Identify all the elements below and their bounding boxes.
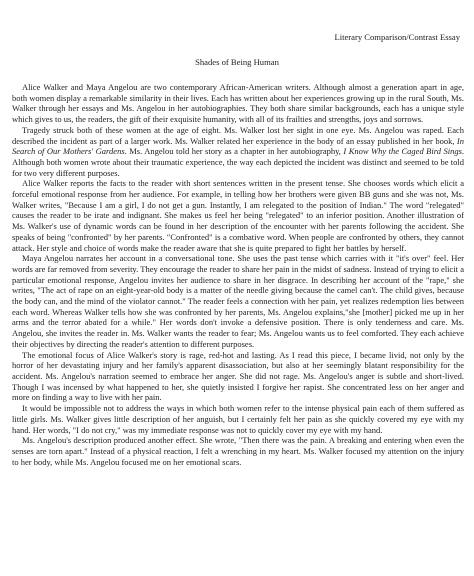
essay-paragraph bbox=[12, 125, 464, 179]
paragraph-text: It would be impossible not to address the ways in which both women refer to the intense physical pain each of them suffered as little girls. Ms. Walker gives little description of her anguish, but I certainly felt her pain as she quickly covered my eye with my hand. Her words, "I do not cry," was my immediate response was not to quickly cover my eye with my hand. bbox=[12, 403, 464, 435]
essay-paragraph bbox=[12, 178, 464, 253]
essay-paragraph bbox=[12, 350, 464, 404]
essay-paragraph bbox=[12, 253, 464, 349]
essay-paragraph bbox=[12, 82, 464, 125]
paragraph-text: . Ms. Angelou told her story as a chapter in her autobiography, bbox=[124, 146, 344, 157]
paragraph-text: Ms. Angelou's description produced another effect. She wrote, "Then there was the pain. A breaking and entering when even the senses are torn apart." Instead of a physical reaction, I felt a wrenching in my heart. Ms. Walker focused my attention on the injury to her body, while Ms. Angelou focused me on her emotional scars. bbox=[12, 435, 464, 467]
essay-paragraph bbox=[12, 403, 464, 435]
paragraph-text: Tragedy struck both of these women at the age of eight. Ms. Walker lost her sight in one eye. Ms. Angelou was raped. Each described the incident as part of a larger work. Ms. Walker related her experience in the body of an essay published in her book, bbox=[12, 124, 464, 146]
book-title: I Know Why the Caged Bird Sings bbox=[343, 146, 462, 157]
essay-paragraph bbox=[12, 435, 464, 467]
book-title: In Search of Our Mothers' Gardens bbox=[12, 135, 464, 157]
paragraph-text: Maya Angelou narrates her account in a conversational tone. She uses the past tense which carries with it "it's over" feel. Her words are far removed from severity. They encourage the reader to share her pain in the midst of sadness. Instead of trying to elicit a particular emotional response, Angelou invites her audience to share in her disgrace. In describing her account of the "rape," she writes, "The act of rape on an eight-year-old body is a matter of the needle giving because the camel can't. The child gives, because the body can, and the mind of the violator cannot." The reader feels a connection with her pain, yet realizes redemption lies between each word. Whereas Walker tells how she was confronted by her parents, Ms. Angelou explains,"she [mother] picked me up in her arms and the terror abated for a while." Her words don't invoke a defensive position. There is only tenderness and care. Ms. Angelou, she invites the reader in. Ms. Walker wants the reader to fear; Ms. Angelou wants us to feel comforted. They each achieve their objectives by directing the reader's attention to different purposes. bbox=[12, 253, 464, 349]
paragraph-text: . Although both women wrote about their traumatic experience, the way each depicted the incident was distinct and seemed to be told for two very different purposes. bbox=[12, 146, 464, 178]
essay-title: Shades of Being Human bbox=[195, 57, 279, 67]
essay-body bbox=[12, 82, 464, 467]
course-header: Literary Comparison/Contrast Essay bbox=[334, 32, 460, 42]
paragraph-text: Alice Walker and Maya Angelou are two contemporary African-American writers. Although almost a generation apart in age, both women display a remarkable similarity in their lives. Each has written about her experiences growing up in the rural South, Ms. Walker through her essays and Ms. Angelou in her autobiographies. They both share similar backgrounds, each has a unique style which gives to us, the readers, the gift of their exquisite humanity, with all of its frailties and strengths, joys and sorrows. bbox=[12, 82, 464, 125]
paragraph-text: The emotional focus of Alice Walker's story is rage, red-hot and lasting. As I read this piece, I became livid, not only by the horror of her devastating injury and her family's apparent disassociation, but also at her seemingly blatant responsibility for the accident. Ms. Angelou's narration seemed to embrace her anger. She did not rage. Ms. Angelou's anger is subtle and short-lived. Though I was incensed by what happened to her, she quietly insisted I forgive her rapist. She concentrated less on her anger and more on finding a way to live with her pain. bbox=[12, 349, 464, 403]
paragraph-text: Alice Walker reports the facts to the reader with short sentences written in the present tense. She chooses words which elicit a forceful emotional response from her audience. For example, in telling how her brothers were given BB guns and she was not, Ms. Walker writes, "Because I am a girl, I do not get a gun. Instantly, I am relegated to the position of Indian." The word "relegated" causes the reader to be irate and indignant. She makes us feel her being "relegated" to an inferior position. Another illustration of Ms. Walker's use of dynamic words can be found in her description of the encounter with her parents following the accident. She speaks of being "confronted" by her parents. "Confronted" is a combative word. When people are confronted by others, they cannot attack. Her style and choice of words make the reader aware that she is quite prepared to fight her battles by herself. bbox=[12, 178, 464, 253]
